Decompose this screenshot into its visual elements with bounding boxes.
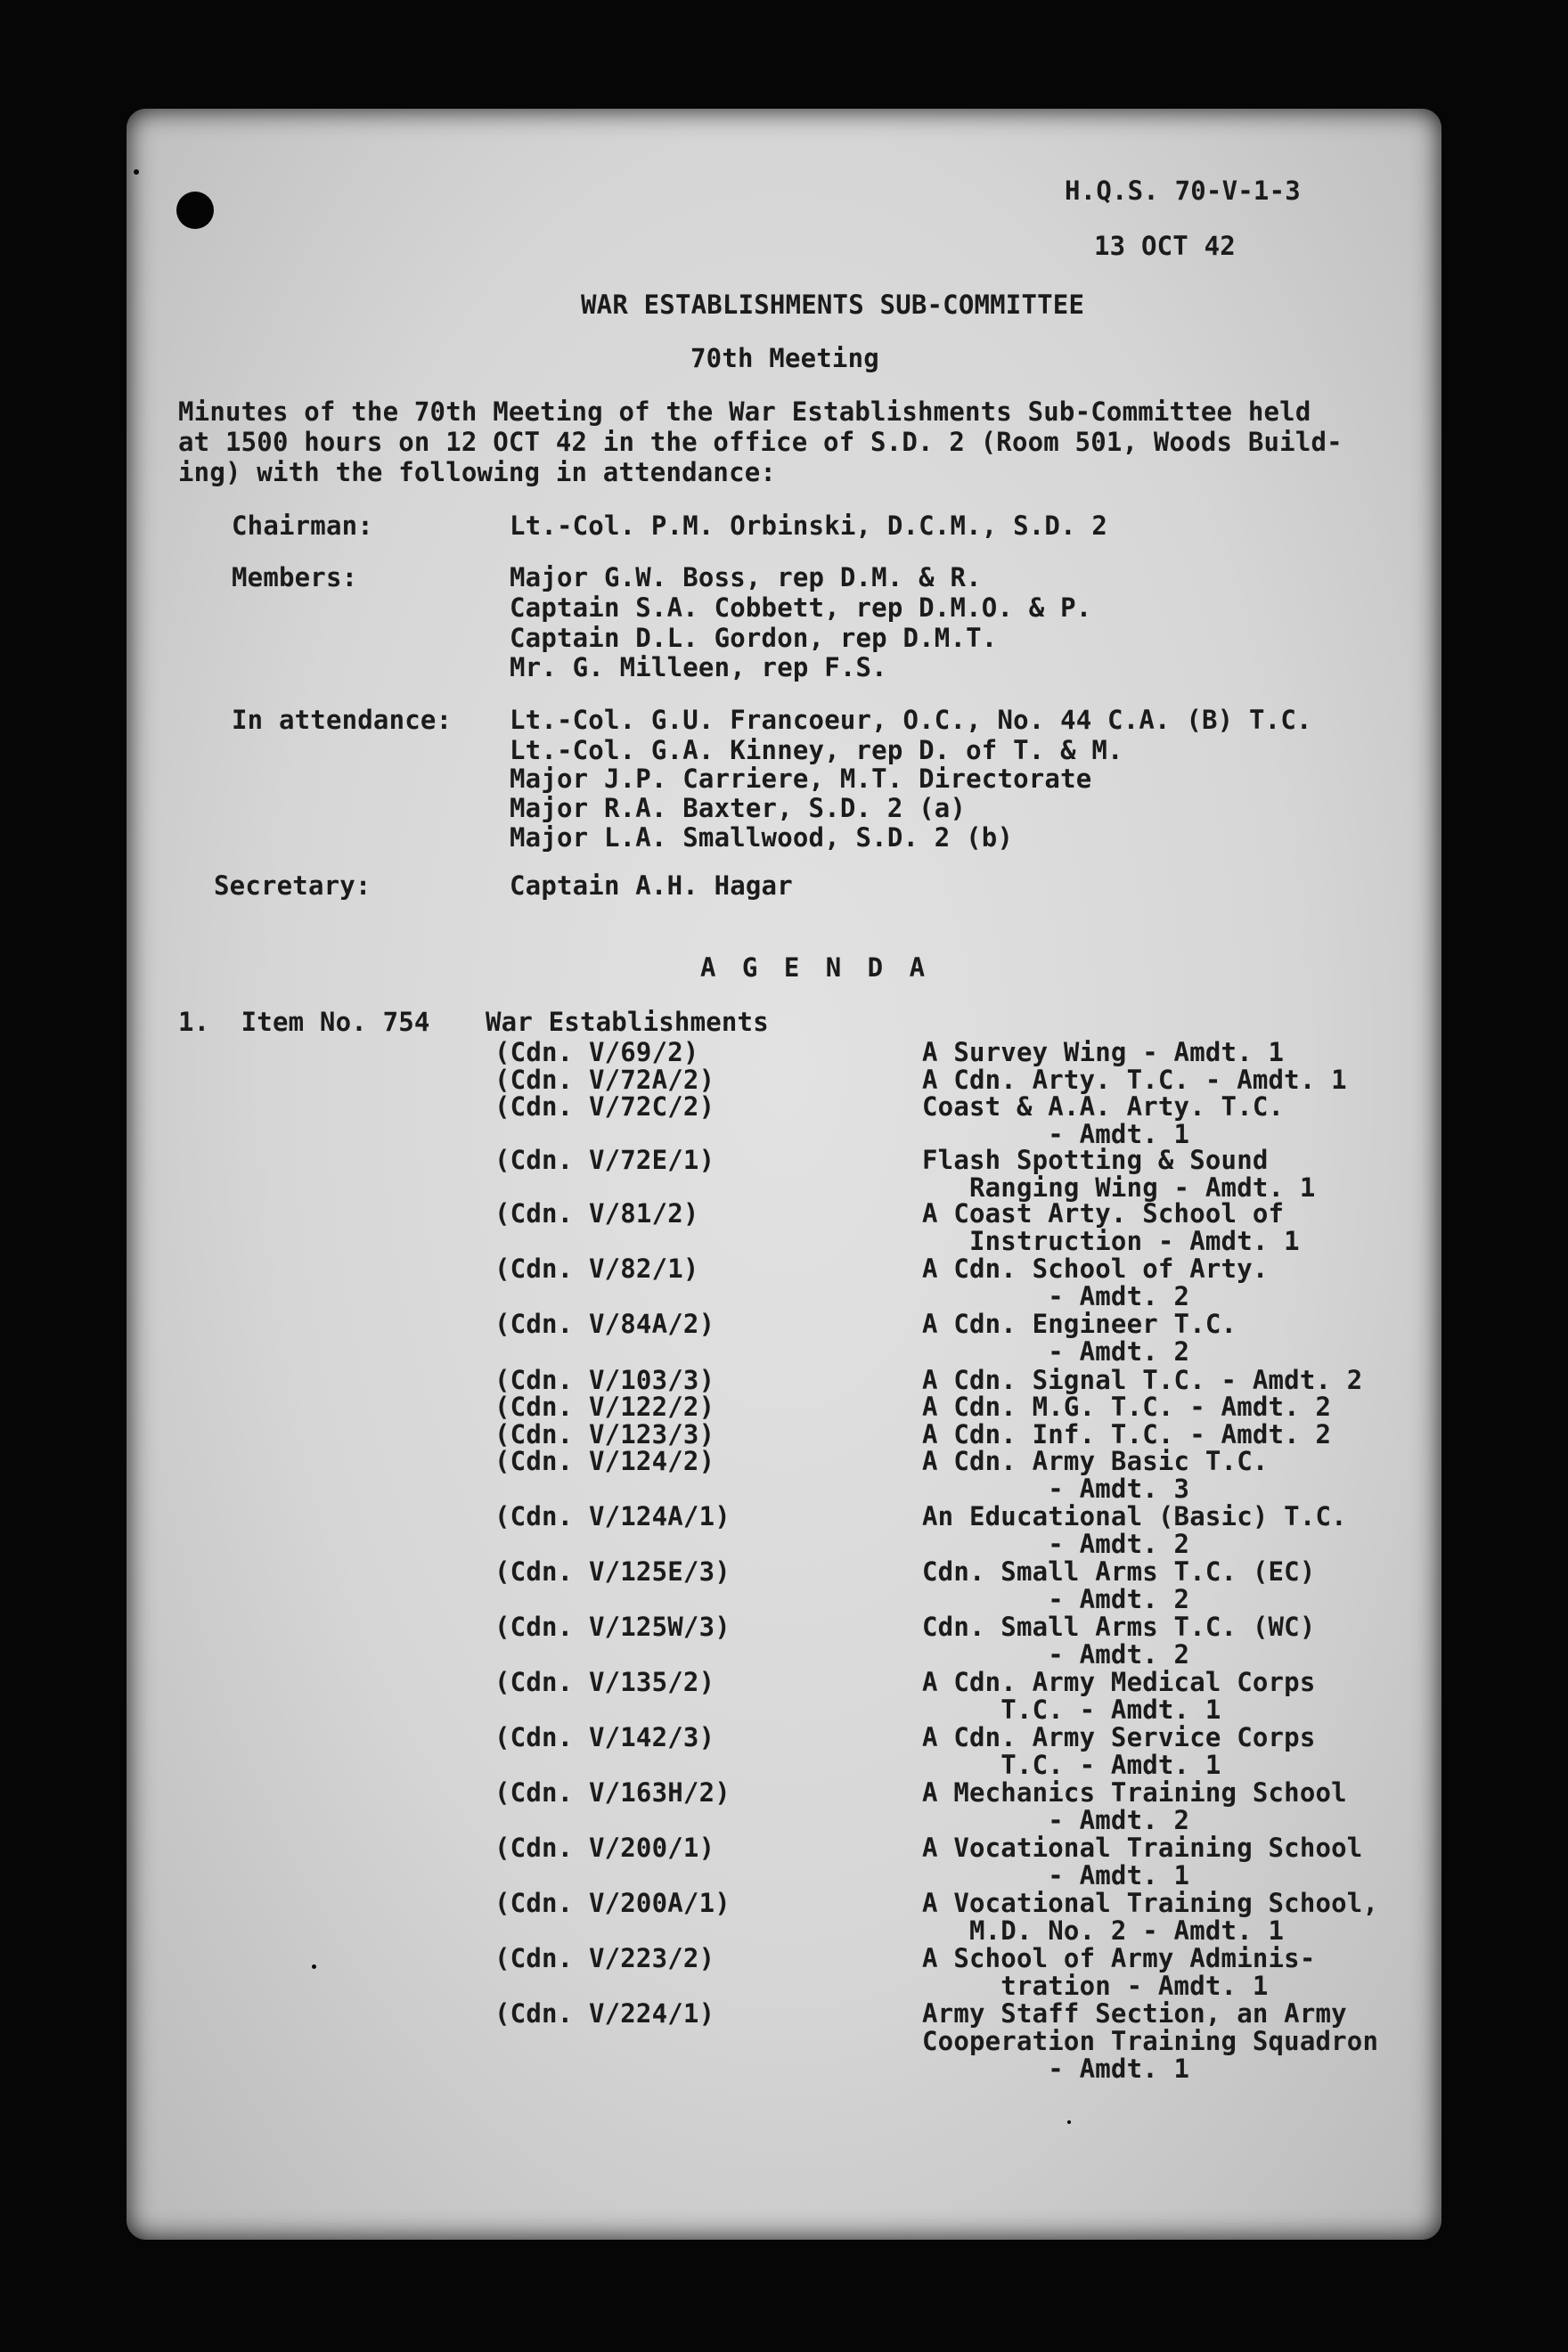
agenda-entry-description: - Amdt. 2 <box>922 1805 1190 1835</box>
agenda-entry-description: T.C. - Amdt. 1 <box>922 1750 1221 1780</box>
agenda-entry-description: tration - Amdt. 1 <box>922 1971 1269 2001</box>
agenda-entry-code: (Cdn. V/122/2) <box>494 1392 715 1422</box>
committee-title: WAR ESTABLISHMENTS SUB-COMMITTEE <box>581 290 1085 320</box>
agenda-entry-code: (Cdn. V/72A/2) <box>494 1065 715 1095</box>
agenda-entry-code: (Cdn. V/82/1) <box>494 1254 699 1284</box>
agenda-entry-description: A Vocational Training School, <box>922 1888 1379 1918</box>
agenda-entry-description: A Cdn. Army Basic T.C. <box>922 1446 1269 1476</box>
speck <box>312 1964 316 1969</box>
agenda-entry-code: (Cdn. V/81/2) <box>494 1198 699 1229</box>
agenda-entry-description: A Mechanics Training School <box>922 1777 1347 1808</box>
chairman-label: Chairman: <box>232 510 373 541</box>
agenda-entry-description: Ranging Wing - Amdt. 1 <box>922 1172 1316 1203</box>
agenda-entry-description: A Cdn. Army Service Corps <box>922 1722 1316 1752</box>
agenda-entry-description: Army Staff Section, an Army <box>922 1998 1347 2029</box>
agenda-entry-description: Coast & A.A. Arty. T.C. <box>922 1091 1285 1122</box>
agenda-entry-description: Cooperation Training Squadron <box>922 2026 1379 2056</box>
agenda-entry-description: A Survey Wing - Amdt. 1 <box>922 1037 1285 1067</box>
agenda-entry-description: M.D. No. 2 - Amdt. 1 <box>922 1915 1285 1946</box>
agenda-entry-description: A Cdn. Army Medical Corps <box>922 1667 1316 1697</box>
agenda-entry-description: Cdn. Small Arms T.C. (WC) <box>922 1612 1316 1642</box>
agenda-entry-description: A Cdn. Inf. T.C. - Amdt. 2 <box>922 1419 1332 1450</box>
document-date: 13 OCT 42 <box>1094 231 1236 261</box>
secretary-label: Secretary: <box>214 870 372 901</box>
attendee-5: Major L.A. Smallwood, S.D. 2 (b) <box>510 822 1014 853</box>
in-attendance-label: In attendance: <box>232 705 453 735</box>
agenda-entry-description: - Amdt. 2 <box>922 1529 1190 1559</box>
attendee-2: Lt.-Col. G.A. Kinney, rep D. of T. & M. <box>510 735 1123 765</box>
agenda-entry-description: - Amdt. 2 <box>922 1584 1190 1614</box>
agenda-entry-description: Flash Spotting & Sound <box>922 1145 1269 1175</box>
agenda-entry-code: (Cdn. V/223/2) <box>494 1943 715 1973</box>
members-label: Members: <box>232 562 358 592</box>
agenda-entry-code: (Cdn. V/224/1) <box>494 1998 715 2029</box>
agenda-entry-description: - Amdt. 3 <box>922 1474 1190 1504</box>
agenda-entry-description: A Cdn. Engineer T.C. <box>922 1309 1237 1339</box>
agenda-entry-description: A Cdn. M.G. T.C. - Amdt. 2 <box>922 1392 1332 1422</box>
agenda-heading: A G E N D A <box>700 952 931 983</box>
agenda-entry-code: (Cdn. V/135/2) <box>494 1667 715 1697</box>
speck <box>1067 2120 1071 2124</box>
agenda-entry-description: An Educational (Basic) T.C. <box>922 1501 1347 1531</box>
attendee-1: Lt.-Col. G.U. Francoeur, O.C., No. 44 C.A. (B) T.C. <box>510 705 1312 735</box>
agenda-entry-description: - Amdt. 2 <box>922 1281 1190 1311</box>
agenda-entry-code: (Cdn. V/125W/3) <box>494 1612 731 1642</box>
member-1: Major G.W. Boss, rep D.M. & R. <box>510 562 982 592</box>
intro-line-3: ing) with the following in attendance: <box>178 457 777 487</box>
agenda-entry-code: (Cdn. V/72C/2) <box>494 1091 715 1122</box>
agenda-entry-description: Cdn. Small Arms T.C. (EC) <box>922 1556 1316 1587</box>
agenda-entry-code: (Cdn. V/124/2) <box>494 1446 715 1476</box>
agenda-entry-description: Instruction - Amdt. 1 <box>922 1226 1300 1256</box>
agenda-entry-code: (Cdn. V/142/3) <box>494 1722 715 1752</box>
intro-line-1: Minutes of the 70th Meeting of the War Establishments Sub-Committee held <box>178 396 1311 427</box>
attendee-4: Major R.A. Baxter, S.D. 2 (a) <box>510 793 967 823</box>
agenda-entry-code: (Cdn. V/124A/1) <box>494 1501 731 1531</box>
agenda-entry-code: (Cdn. V/123/3) <box>494 1419 715 1450</box>
meeting-title: 70th Meeting <box>690 343 879 373</box>
intro-line-2: at 1500 hours on 12 OCT 42 in the office of S.D. 2 (Room 501, Woods Build- <box>178 427 1343 457</box>
agenda-item-label: 1. Item No. 754 <box>178 1007 430 1037</box>
agenda-entry-code: (Cdn. V/84A/2) <box>494 1309 715 1339</box>
agenda-entry-code: (Cdn. V/125E/3) <box>494 1556 731 1587</box>
attendee-3: Major J.P. Carriere, M.T. Directorate <box>510 764 1092 794</box>
agenda-entry-description: A Vocational Training School <box>922 1833 1363 1863</box>
chairman-name: Lt.-Col. P.M. Orbinski, D.C.M., S.D. 2 <box>510 510 1108 541</box>
agenda-entry-description: A Cdn. Signal T.C. - Amdt. 2 <box>922 1365 1363 1395</box>
agenda-entry-description: A School of Army Adminis- <box>922 1943 1316 1973</box>
agenda-entry-description: - Amdt. 2 <box>922 1639 1190 1670</box>
agenda-entry-description: T.C. - Amdt. 1 <box>922 1695 1221 1725</box>
agenda-entry-description: A Cdn. Arty. T.C. - Amdt. 1 <box>922 1065 1347 1095</box>
agenda-entry-code: (Cdn. V/200A/1) <box>494 1888 731 1918</box>
agenda-entry-description: A Coast Arty. School of <box>922 1198 1285 1229</box>
agenda-entry-description: - Amdt. 1 <box>922 2054 1190 2084</box>
member-3: Captain D.L. Gordon, rep D.M.T. <box>510 623 998 653</box>
agenda-entry-code: (Cdn. V/69/2) <box>494 1037 699 1067</box>
agenda-item-title: War Establishments <box>486 1007 769 1037</box>
punch-hole <box>176 192 214 229</box>
agenda-entry-description: - Amdt. 1 <box>922 1119 1190 1149</box>
agenda-entry-description: A Cdn. School of Arty. <box>922 1254 1269 1284</box>
agenda-entry-code: (Cdn. V/200/1) <box>494 1833 715 1863</box>
agenda-entry-description: - Amdt. 2 <box>922 1336 1190 1367</box>
member-4: Mr. G. Milleen, rep F.S. <box>510 652 887 682</box>
file-reference: H.Q.S. 70-V-1-3 <box>1065 176 1301 206</box>
speck <box>134 169 139 175</box>
agenda-entry-code: (Cdn. V/163H/2) <box>494 1777 731 1808</box>
agenda-entry-code: (Cdn. V/72E/1) <box>494 1145 715 1175</box>
agenda-entry-description: - Amdt. 1 <box>922 1860 1190 1891</box>
agenda-entry-code: (Cdn. V/103/3) <box>494 1365 715 1395</box>
member-2: Captain S.A. Cobbett, rep D.M.O. & P. <box>510 592 1092 623</box>
secretary-name: Captain A.H. Hagar <box>510 870 793 901</box>
